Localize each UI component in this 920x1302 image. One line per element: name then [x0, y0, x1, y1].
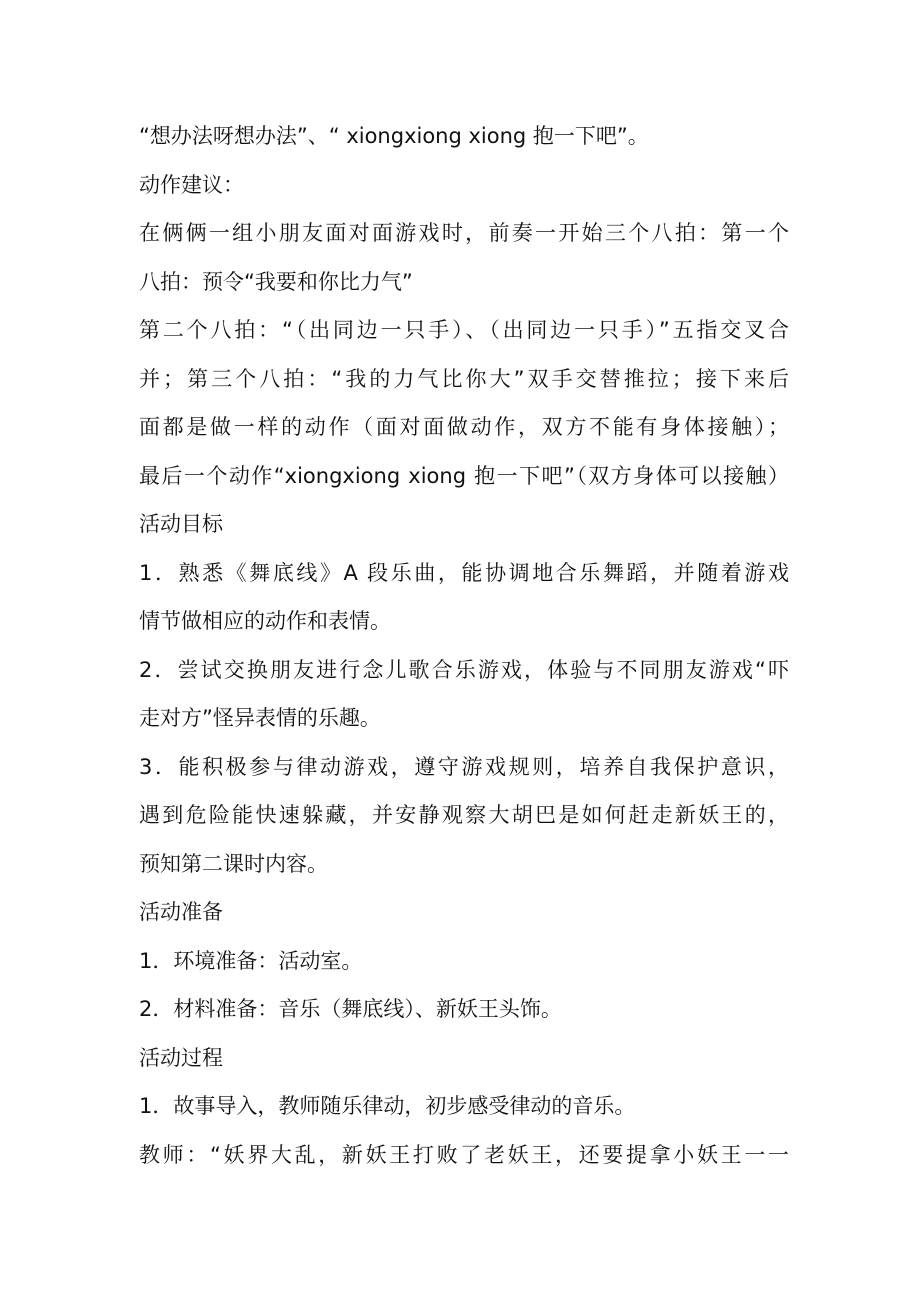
section-heading-preparation: 活动准备: [139, 900, 223, 924]
section-heading-process: 活动过程: [139, 1045, 223, 1070]
text-line-1: “想办法呀想办法”、“ xiongxiong xiong 抱一下吧”。: [139, 124, 649, 148]
text-line-15: 遇到危险能快速躲藏，并安静观察大胡巴是如何赶走新妖王的，: [139, 803, 789, 827]
text-line-5: 第二个八拍：“（出同边一只手）、（出同边一只手）”五指交叉合: [139, 318, 789, 342]
text-line-6: 并；第三个八拍：“我的力气比你大”双手交替推拉；接下来后: [139, 366, 789, 391]
text-line-16: 预知第二课时内容。: [139, 851, 328, 876]
text-line-12: 2．尝试交换朋友进行念儿歌合乐游戏，体验与不同朋友游戏“吓: [139, 657, 789, 682]
text-line-10: 1．熟悉《舞底线》A 段乐曲，能协调地合乐舞蹈，并随着游戏: [139, 560, 789, 585]
text-line-18: 1．环境准备：活动室。: [139, 948, 363, 973]
text-line-7: 面都是做一样的动作（面对面做动作，双方不能有身体接触）；: [139, 415, 789, 439]
text-line-14: 3．能积极参与律动游戏，遵守游戏规则，培养自我保护意识，: [139, 754, 789, 779]
text-line-8: 最后一个动作“xiongxiong xiong 抱一下吧”（双方身体可以接触）: [139, 463, 789, 488]
text-line-13: 走对方”怪异表情的乐趣。: [139, 706, 381, 730]
text-line-4: 八拍：预令“我要和你比力气”: [139, 269, 413, 294]
text-line-19: 2．材料准备：音乐（舞底线）、新妖王头饰。: [139, 997, 562, 1021]
text-line-21: 1．故事导入，教师随乐律动，初步感受律动的音乐。: [139, 1094, 636, 1118]
text-line-11: 情节做相应的动作和表情。: [139, 609, 391, 633]
section-heading-goals: 活动目标: [139, 512, 223, 536]
text-line-3: 在俩俩一组小朋友面对面游戏时，前奏一开始三个八拍：第一个: [139, 221, 789, 245]
text-line-2: 动作建议：: [139, 172, 244, 197]
text-line-22: 教师：“妖界大乱，新妖王打败了老妖王，还要提拿小妖王一一: [139, 1142, 789, 1167]
document-body: [139, 112, 789, 1179]
